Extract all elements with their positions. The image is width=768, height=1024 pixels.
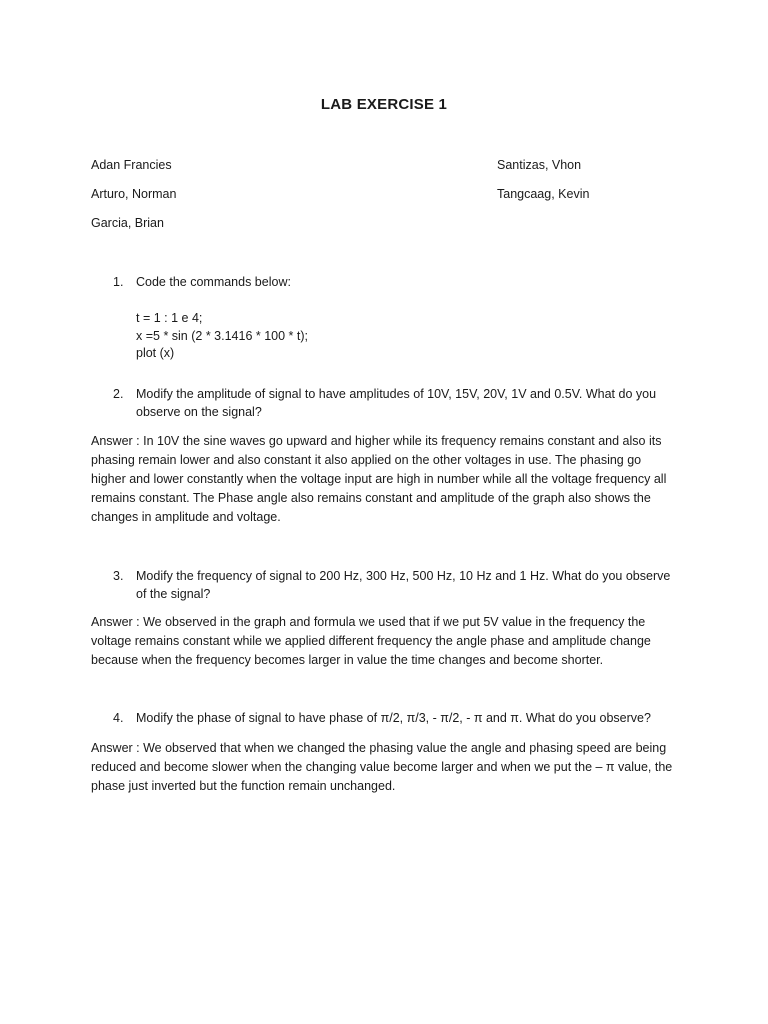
member-name: Garcia, Brian (91, 216, 164, 230)
question-2 (113, 385, 673, 421)
question-text: Code the commands below: (136, 275, 291, 289)
member-name: Arturo, Norman (91, 187, 177, 201)
question-4 (113, 709, 673, 727)
answer-4: Answer : We observed that when we changed the phasing value the angle and phasing speed are being reduced and become slower when the changing value become larger and when we put the – π value, the phase just inverted but the function remain unchanged. (91, 741, 673, 793)
question-text: Modify the frequency of signal to 200 Hz, 300 Hz, 500 Hz, 10 Hz and 1 Hz. What do you observe of the signal? (136, 569, 671, 601)
code-line: t = 1 : 1 e 4; (136, 311, 203, 325)
question-text: Modify the phase of signal to have phase of π/2, π/3, - π/2, - π and π. What do you observe? (136, 711, 651, 725)
question-number: 2. (113, 387, 124, 401)
answer-3: Answer : We observed in the graph and formula we used that if we put 5V value in the frequency the voltage remains constant while we applied different frequency the angle phase and amplitude change because when the frequency becomes larger in value the time changes and become shorter. (91, 615, 651, 667)
document-title: LAB EXERCISE 1 (320, 96, 448, 113)
question-text: Modify the amplitude of signal to have amplitudes of 10V, 15V, 20V, 1V and 0.5V. What do you observe on the signal? (136, 387, 657, 419)
member-name: Santizas, Vhon (497, 158, 582, 172)
question-3 (113, 567, 673, 603)
answer-2: Answer : In 10V the sine waves go upward and higher while its frequency remains constant and also its phasing remain lower and also constant it also applied on the other voltages in use. The phasing go higher and lower constantly when the voltage input are high in number while all the voltage frequency all remains constant. The Phase angle also remains constant and amplitude of the graph also shows the changes in amplitude and voltage. (91, 434, 667, 524)
code-line: x =5 * sin (2 * 3.1416 * 100 * t); (136, 328, 308, 343)
question-number: 3. (113, 569, 124, 583)
member-name: Tangcaag, Kevin (497, 187, 590, 201)
member-name: Adan Francies (91, 158, 172, 172)
question-1 (113, 273, 673, 291)
code-line: plot (x) (136, 346, 175, 360)
code-block (136, 310, 308, 363)
question-number: 1. (113, 275, 124, 289)
question-number: 4. (113, 711, 124, 725)
